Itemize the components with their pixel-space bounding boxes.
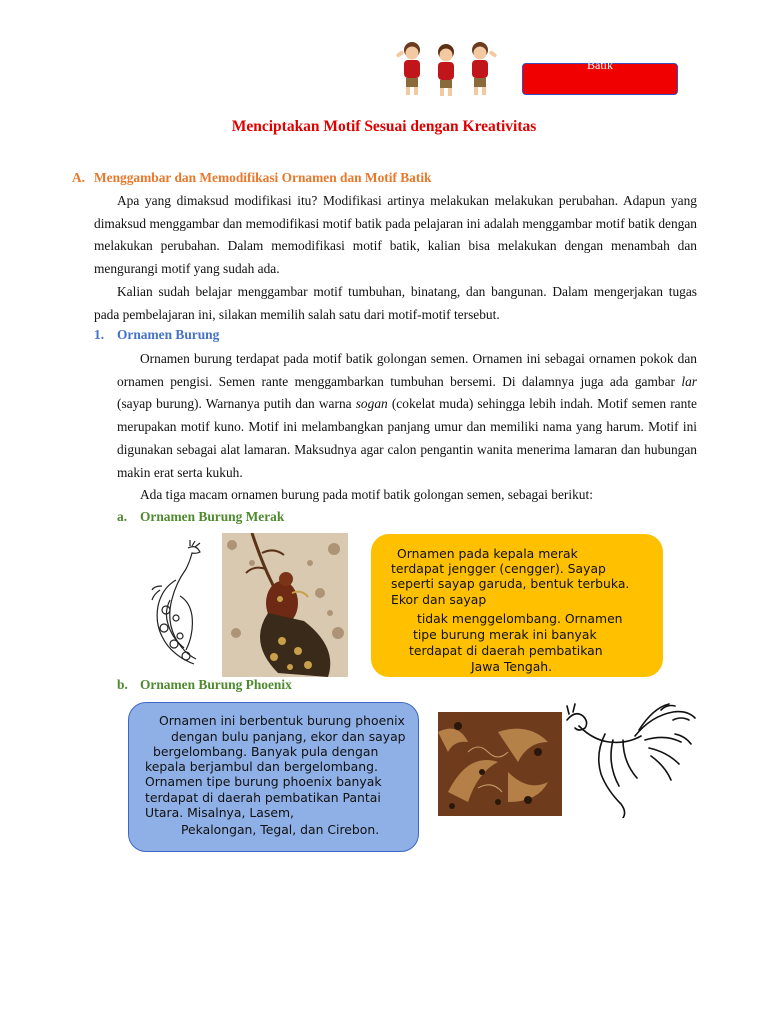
section-a-heading <box>72 170 432 186</box>
phoenix-callout-line: dengan bulu panjang, ekor dan sayap <box>171 729 406 744</box>
children-illustration-icon <box>394 38 500 98</box>
subsection-1-marker: 1. <box>94 327 105 342</box>
para-term-sogan: sogan <box>355 396 388 412</box>
subsection-a-heading <box>117 509 284 525</box>
peacock-callout-line: Ekor dan sayap <box>391 592 487 607</box>
phoenix-line-drawing-icon <box>565 700 697 818</box>
phoenix-callout-line: Pekalongan, Tegal, dan Cirebon. <box>181 822 380 837</box>
peacock-callout-line: tidak menggelombang. Ornamen <box>417 611 623 626</box>
peacock-callout-line: terdapat di daerah pembatikan <box>409 643 603 658</box>
peacock-callout-line: tipe burung merak ini banyak <box>413 627 597 642</box>
subsection-b-heading <box>117 677 292 693</box>
phoenix-callout-line: bergelombang. Banyak pula dengan <box>153 744 379 759</box>
phoenix-callout <box>128 702 419 852</box>
section-a-marker: A. <box>72 170 86 185</box>
phoenix-batik-photo-icon <box>438 712 562 816</box>
subsection-b-marker: b. <box>117 677 128 692</box>
peacock-callout-line: terdapat jengger (cengger). Sayap <box>391 561 606 576</box>
peacock-batik-photo-icon <box>222 533 348 677</box>
peacock-line-drawing-icon <box>150 540 214 672</box>
subsection-1-heading <box>94 327 219 343</box>
peacock-callout <box>371 534 663 677</box>
para-text-2: (sayap burung). Warnanya putih dan warna <box>117 396 356 412</box>
subsection-a-marker: a. <box>117 509 128 524</box>
section-a-title: Menggambar dan Memodifikasi Ornamen dan Motif Batik <box>94 170 432 185</box>
phoenix-callout-line: Ornamen tipe burung phoenix banyak <box>145 774 382 789</box>
subsection-a-title: Ornamen Burung Merak <box>140 509 285 524</box>
para-term-lar: lar <box>681 373 697 389</box>
subsection-1-paragraph-2: Ada tiga macam ornamen burung pada motif batik golongan semen, sebagai berikut: <box>140 487 593 502</box>
phoenix-callout-line: Utara. Misalnya, Lasem, <box>145 805 294 820</box>
peacock-callout-line: Jawa Tengah. <box>471 659 553 674</box>
phoenix-callout-line: Ornamen ini berbentuk burung phoenix <box>159 713 405 728</box>
subsection-1-paragraph-1 <box>117 348 697 484</box>
chapter-tag-label: Batik <box>587 58 613 72</box>
subsection-1-title: Ornamen Burung <box>117 327 220 342</box>
peacock-callout-line: seperti sayap garuda, bentuk terbuka. <box>391 576 630 591</box>
section-a-paragraph-1: Apa yang dimaksud modifikasi itu? Modifikasi artinya melakukan melakukan perubahan. Adapun yang dimaksud menggambar dan memodifikasi motif batik pada pelajaran ini adalah menggambar motif batik dengan melakukan perubahan. Dalam memodifikasi motif batik, kalian bisa melakukan dengan menambah dan mengurangi motif yang sudah ada. <box>94 193 697 277</box>
peacock-callout-line: Ornamen pada kepala merak <box>397 546 578 561</box>
section-a-paragraph-2: Kalian sudah belajar menggambar motif tumbuhan, binatang, dan bangunan. Dalam mengerjakan tugas pada pembelajaran ini, silakan memilih salah satu dari motif-motif tersebut. <box>94 284 697 322</box>
phoenix-callout-line: kepala berjambul dan bergelombang. <box>145 759 378 774</box>
chapter-tag <box>522 58 678 95</box>
phoenix-callout-line: terdapat di daerah pembatikan Pantai <box>145 790 381 805</box>
subsection-b-title: Ornamen Burung Phoenix <box>140 677 292 692</box>
page-title: Menciptakan Motif Sesuai dengan Kreativitas <box>231 118 537 135</box>
para-text-3: (cokelat muda) sehingga lebih indah. Motif semen rante merupakan motif kuno. Motif ini melambangkan panjang umur dan memiliki nama yang harum. Motif ini digunakan sebagai alat lamaran. Maksudnya agar calon pengantin wanita menerima lamaran dan hubungan makin erat serta kukuh. <box>117 396 697 480</box>
para-text-1: Ornamen burung terdapat pada motif batik golongan semen. Ornamen ini sebagai ornamen pokok dan ornamen pengisi. Semen rante menggambarkan tumbuhan bersemi. Di dalamnya juga ada gambar <box>117 351 697 389</box>
